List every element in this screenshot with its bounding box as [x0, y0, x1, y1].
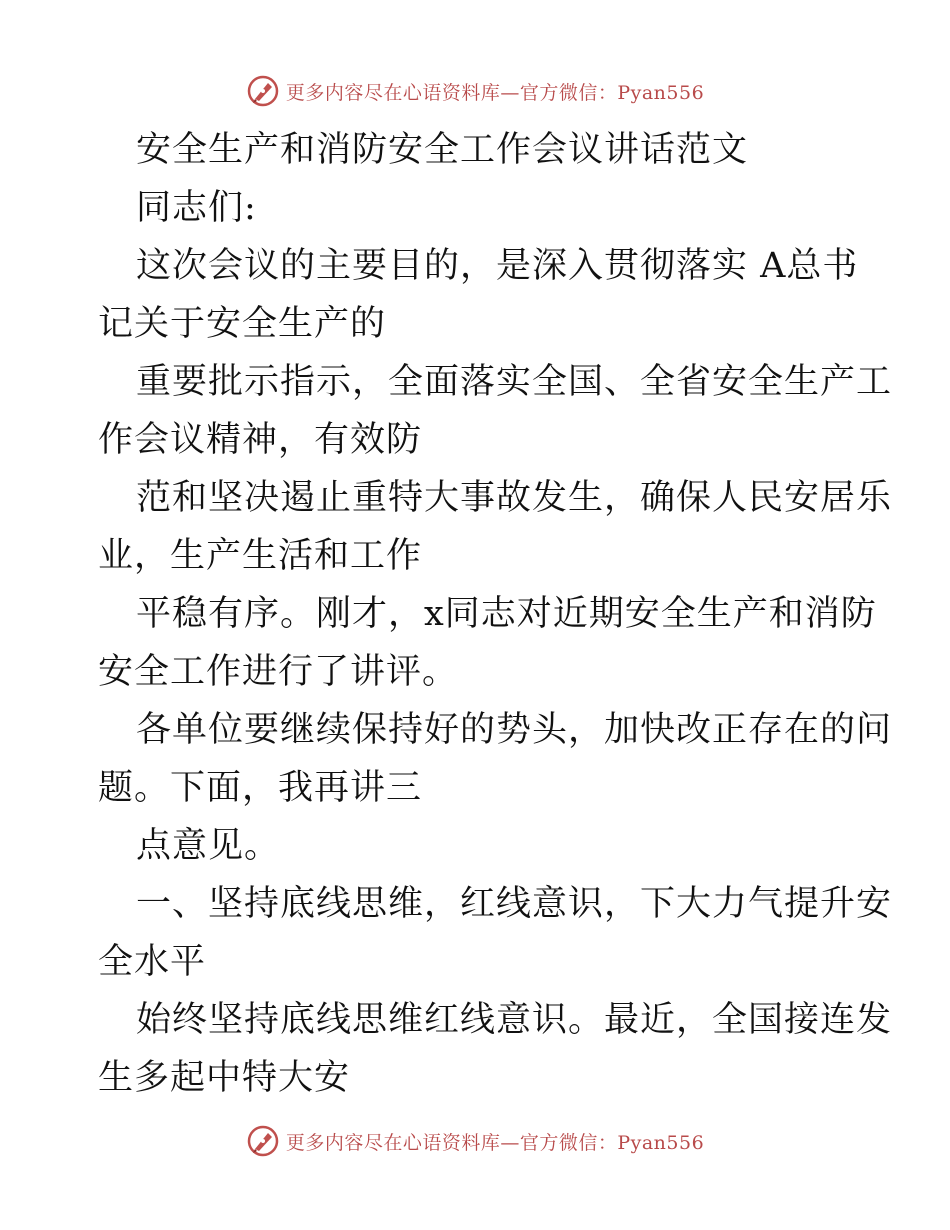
paragraph-line: 记关于安全生产的 [98, 304, 387, 344]
document-title: 安全生产和消防安全工作会议讲话范文 [136, 130, 749, 170]
paragraph-line: 安全工作进行了讲评。 [98, 652, 459, 692]
section-heading-line: 一、坚持底线思维，红线意识，下大力气提升安 [136, 884, 893, 924]
section-heading-line: 全水平 [98, 942, 207, 982]
pen-nib-logo-icon [246, 74, 280, 108]
footer-banner [0, 1124, 950, 1158]
paragraph-line: 范和坚决遏止重特大事故发生，确保人民安居乐 [136, 478, 893, 518]
paragraph-line: 生多起中特大安 [98, 1058, 351, 1098]
paragraph-line: 各单位要继续保持好的势头，加快改正存在的问 [136, 710, 893, 750]
paragraph-line: 这次会议的主要目的，是深入贯彻落实 A总书 [136, 246, 859, 286]
paragraph-line: 题。下面，我再讲三 [98, 768, 423, 808]
paragraph-line: 重要批示指示，全面落实全国、全省安全生产工 [136, 362, 893, 402]
paragraph-line: 作会议精神，有效防 [98, 420, 423, 460]
footer-banner-text: 更多内容尽在心语资料库—官方微信：Pyan556 [285, 1131, 705, 1154]
header-banner [0, 74, 950, 108]
paragraph-line: 始终坚持底线思维红线意识。最近，全国接连发 [136, 1000, 893, 1040]
header-banner-text: 更多内容尽在心语资料库—官方微信：Pyan556 [285, 81, 705, 104]
paragraph-line: 平稳有序。刚才，x同志对近期安全生产和消防 [136, 594, 877, 634]
pen-nib-logo-icon [246, 1124, 280, 1158]
paragraph-line: 点意见。 [136, 826, 281, 866]
paragraph-line: 业，生产生活和工作 [98, 536, 423, 576]
greeting: 同志们: [136, 188, 257, 228]
